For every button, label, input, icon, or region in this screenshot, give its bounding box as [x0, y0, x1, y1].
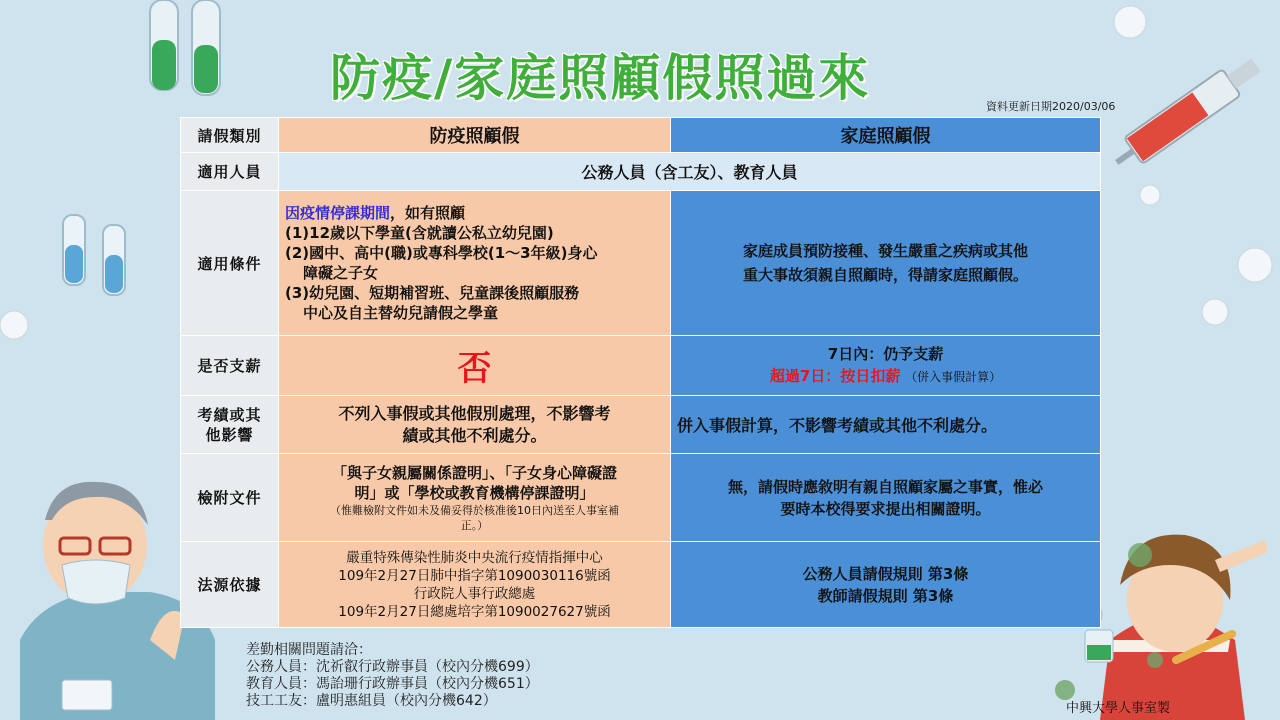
conditions-item: (2)國中、高中(職)或專科學校(1～3年級)身心: [285, 244, 598, 262]
contact-heading: 差勤相關問題請洽：: [246, 642, 372, 658]
conditions-epidemic: [279, 191, 671, 336]
salary-deduction: 超過7日：按日扣薪: [769, 367, 901, 385]
conditions-family-line: 重大事故須親自照顧時，得請家庭照顧假。: [742, 266, 1028, 284]
test-tube-icon: [150, 0, 220, 95]
documents-epidemic: [279, 454, 671, 542]
table-row: [181, 454, 1101, 542]
conditions-family-line: 家庭成員預防接種、發生嚴重之疾病或其他: [742, 242, 1028, 260]
legal-line: 行政院人事行政總處: [413, 585, 536, 602]
footer-credit: 中興大學人事室製: [1066, 701, 1171, 716]
applicable-personnel: 公務人員（含工友）、教育人員: [279, 153, 1101, 191]
row-label-line: 考績或其: [197, 405, 262, 424]
documents-family: [671, 454, 1101, 542]
contact-info: [246, 642, 539, 710]
salary-epidemic: [279, 336, 671, 396]
syringe-icon: [1108, 52, 1266, 176]
conditions-family: [671, 191, 1101, 336]
page-title: 防疫/家庭照顧假照過來: [330, 49, 871, 107]
performance-line: 績或其他不利處分。: [402, 425, 547, 445]
row-label: 是否支薪: [181, 336, 279, 396]
conditions-item: (1)12歲以下學童(含就讀公私立幼兒園): [285, 224, 554, 242]
row-label-line: 他影響: [205, 425, 254, 444]
table-row: [181, 396, 1101, 454]
legal-line: 公務人員請假規則 第3條: [802, 564, 969, 583]
legal-line: 嚴重特殊傳染性肺炎中央流行疫情指揮中心: [346, 549, 603, 566]
contact-line: 教育人員：馮詒珊行政辦事員（校內分機651）: [246, 676, 539, 692]
salary-family-line: 7日內：仍予支薪: [827, 345, 944, 363]
row-label: 適用條件: [181, 191, 279, 336]
documents-note: 正。）: [460, 518, 489, 532]
table-row: [181, 191, 1101, 336]
conditions-item: 中心及自主替幼兒請假之學童: [303, 304, 499, 322]
table-row: [181, 153, 1101, 191]
legal-epidemic: [279, 542, 671, 628]
ampoule-icon: [63, 215, 125, 295]
documents-line: 明」或「學校或教育機構停課證明」: [354, 483, 595, 502]
legal-family: [671, 542, 1101, 628]
conditions-item: 障礙之子女: [303, 264, 379, 282]
performance-epidemic: [279, 396, 671, 454]
table-row: [181, 118, 1101, 153]
child-illustration: [1078, 535, 1268, 720]
row-label: 請假類別: [181, 118, 279, 153]
row-label: 檢附文件: [181, 454, 279, 542]
conditions-item: (3)幼兒園、短期補習班、兒童課後照顧服務: [285, 284, 580, 302]
documents-line: 無，請假時應敘明有親自照顧家屬之事實，惟必: [727, 477, 1043, 496]
performance-family: 併入事假計算，不影響考績或其他不利處分。: [671, 396, 1101, 454]
salary-note: （併入事假計算）: [905, 370, 1002, 384]
row-label: [181, 396, 279, 454]
performance-line: 不列入事假或其他假別處理，不影響考: [338, 403, 611, 423]
conditions-highlight: 因疫情停課期間: [285, 204, 391, 222]
header-epidemic-leave: 防疫照顧假: [279, 118, 671, 153]
updated-date: 資料更新日期2020/03/06: [986, 100, 1116, 113]
contact-line: 技工工友：盧明惠組員（校內分機642）: [246, 693, 497, 709]
contact-line: 公務人員：沈祈叡行政辦事員（校內分機699）: [246, 659, 539, 675]
documents-note: （惟難檢附文件如未及備妥得於核准後10日內送至人事室補: [330, 503, 619, 517]
table-row: [181, 542, 1101, 628]
row-label: 法源依據: [181, 542, 279, 628]
salary-no: 否: [457, 349, 492, 389]
legal-line: 109年2月27日肺中指字第1090030116號函: [338, 567, 611, 584]
legal-line: 109年2月27日總處培字第1090027627號函: [338, 603, 611, 620]
flask-icon: [1085, 630, 1113, 662]
documents-line: 「與子女親屬關係證明」、「子女身心障礙證: [331, 463, 617, 482]
table-row: [181, 336, 1101, 396]
leave-comparison-table: [180, 117, 1101, 628]
row-label: 適用人員: [181, 153, 279, 191]
legal-line: 教師請假規則 第3條: [817, 586, 954, 605]
salary-family: [671, 336, 1101, 396]
header-family-leave: 家庭照顧假: [671, 118, 1101, 153]
conditions-suffix: ，如有照顧: [390, 204, 466, 222]
documents-line: 要時本校得要求提出相關證明。: [780, 499, 991, 518]
